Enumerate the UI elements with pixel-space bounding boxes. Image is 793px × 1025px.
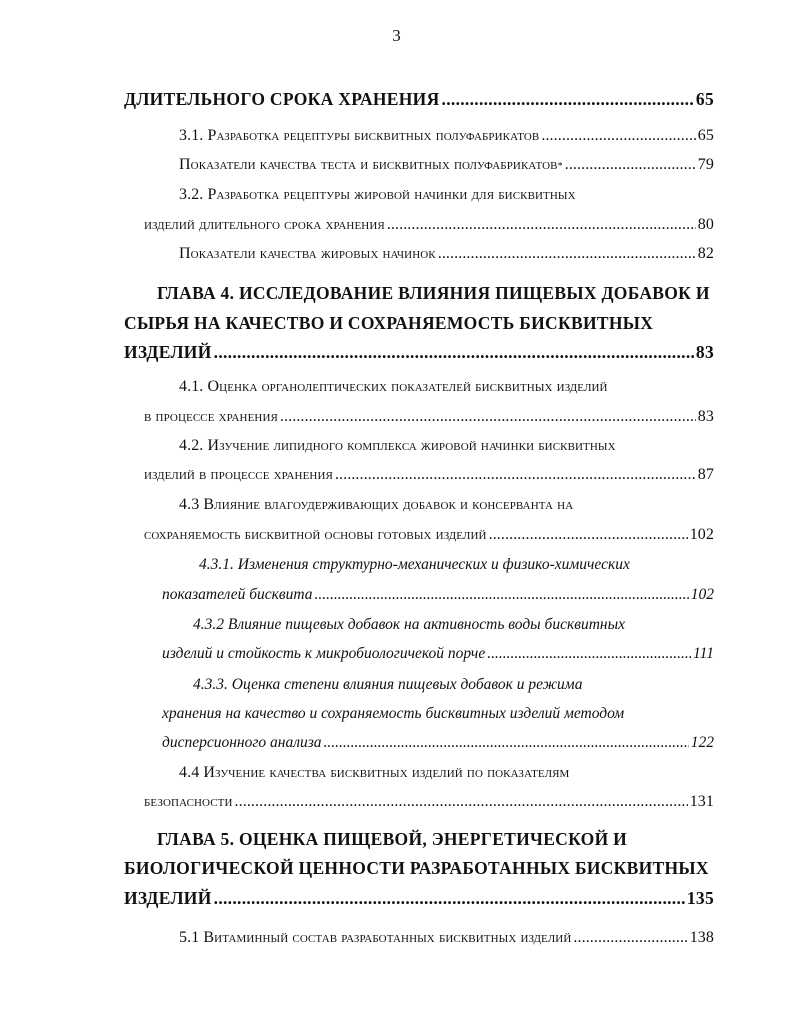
toc-entry-4-3-1-line2 <box>162 586 714 604</box>
entry-text: 4.3 Влияние влагоудерживающих добавок и консерванта на <box>179 496 574 513</box>
entry-page: 83 <box>697 408 714 425</box>
chapter-title: ИЗДЕЛИЙ <box>124 342 212 362</box>
leader-dots <box>541 127 695 145</box>
toc-entry-4-3-3-line2 <box>162 705 624 723</box>
entry-page: 83 <box>695 342 714 362</box>
toc-entry-5-1 <box>179 929 714 947</box>
toc-entry-4-3-line2 <box>144 526 714 544</box>
toc-entry-4-3-2-line1 <box>193 616 625 634</box>
entry-text: 3.2. Разработка рецептуры жировой начинки для бисквитных <box>179 186 576 203</box>
leader-dots <box>387 216 696 234</box>
entry-page: 65 <box>695 89 714 109</box>
leader-dots <box>438 245 696 263</box>
entry-page: 111 <box>693 645 714 662</box>
chapter-title: ГЛАВА 4. ИССЛЕДОВАНИЕ ВЛИЯНИЯ ПИЩЕВЫХ ДОБАВОК И <box>157 283 710 303</box>
toc-entry-3-2-line2 <box>144 216 714 234</box>
entry-text: сохраняемость бисквитной основы готовых изделий <box>144 526 487 543</box>
toc-entry-fat-filling-quality <box>179 245 714 263</box>
entry-text: 3.1. Разработка рецептуры бисквитных полуфабрикатов <box>179 127 540 144</box>
toc-entry-dough-quality <box>179 156 714 174</box>
entry-text: 4.4 Изучение качества бисквитных изделий по показателям <box>179 764 570 781</box>
entry-page: 122 <box>690 734 714 751</box>
entry-page: 131 <box>689 793 714 810</box>
page-number: 3 <box>392 26 401 45</box>
entry-page: 82 <box>697 245 714 262</box>
footnote-mark: * <box>557 161 563 172</box>
entry-text: показателей бисквита <box>162 586 313 603</box>
leader-dots <box>280 408 696 426</box>
leader-dots <box>489 526 688 544</box>
toc-entry-4-2-line2 <box>144 466 714 484</box>
entry-page: 102 <box>690 586 714 603</box>
entry-text: 4.3.2 Влияние пищевых добавок на активность воды бисквитных <box>193 616 625 633</box>
entry-text: безопасности <box>144 793 233 810</box>
leader-dots <box>235 793 688 811</box>
entry-text: 4.1. Оценка органолептических показателей бисквитных изделий <box>179 378 608 395</box>
toc-entry-3-2-line1 <box>179 186 576 204</box>
leader-dots <box>214 342 694 363</box>
chapter-title: ГЛАВА 5. ОЦЕНКА ПИЩЕВОЙ, ЭНЕРГЕТИЧЕСКОЙ И <box>157 829 628 849</box>
entry-text: в процессе хранения <box>144 408 278 425</box>
entry-text: изделий в процессе хранения <box>144 466 333 483</box>
entry-page: 80 <box>697 216 714 233</box>
leader-dots <box>487 645 691 663</box>
toc-entry-4-1-line2 <box>144 408 714 426</box>
chapter-5-line1 <box>157 829 627 850</box>
entry-text: 5.1 Витаминный состав разработанных бисквитных изделий <box>179 929 572 946</box>
toc-entry-4-4-line2 <box>144 793 714 811</box>
entry-text: 4.3.3. Оценка степени влияния пищевых добавок и режима <box>193 676 583 693</box>
toc-entry-4-1-line1 <box>179 378 608 396</box>
toc-entry-3-1 <box>179 127 714 145</box>
chapter-title: ИЗДЕЛИЙ <box>124 888 212 908</box>
entry-text: 4.3.1. Изменения структурно-механических и физико-химических <box>199 556 630 573</box>
leader-dots <box>214 888 685 909</box>
chapter-4-line1 <box>157 283 710 304</box>
toc-entry-4-4-line1 <box>179 764 569 782</box>
entry-page: 135 <box>686 888 714 908</box>
toc-entry-4-3-1-line1 <box>199 556 630 574</box>
toc-entry-storage <box>124 89 714 110</box>
entry-text: Показатели качества теста и бисквитных полуфабрикатов <box>179 156 558 173</box>
chapter-4-line3 <box>124 342 714 363</box>
entry-page: 138 <box>689 929 714 946</box>
entry-text: Показатели качества жировых начинок <box>179 245 436 262</box>
entry-text: 4.2. Изучение липидного комплекса жировой начинки бисквитных <box>179 437 616 454</box>
chapter-4-line2 <box>124 313 653 334</box>
leader-dots <box>324 734 689 752</box>
leader-dots <box>573 929 687 947</box>
toc-entry-4-3-2-line2 <box>162 645 714 663</box>
chapter-5-line2 <box>124 858 709 879</box>
chapter-title: БИОЛОГИЧЕСКОЙ ЦЕННОСТИ РАЗРАБОТАННЫХ БИСКВИТНЫХ <box>124 858 709 878</box>
leader-dots <box>315 586 689 604</box>
toc-entry-4-3-line1 <box>179 496 573 514</box>
entry-page: 102 <box>689 526 714 543</box>
leader-dots <box>442 89 694 110</box>
toc-entry-4-3-3-line3 <box>162 734 714 752</box>
entry-text: дисперсионного анализа <box>162 734 322 751</box>
entry-text: изделий и стойкость к микробиологичекой порче <box>162 645 486 662</box>
entry-page: 79 <box>697 156 714 173</box>
entry-text: хранения на качество и сохраняемость бисквитных изделий методом <box>162 705 625 722</box>
entry-text: ДЛИТЕЛЬНОГО СРОКА ХРАНЕНИЯ <box>124 89 440 109</box>
toc-entry-4-2-line1 <box>179 437 616 455</box>
entry-text: изделий длительного срока хранения <box>144 216 385 233</box>
leader-dots <box>335 466 696 484</box>
entry-page: 87 <box>697 466 714 483</box>
chapter-5-line3 <box>124 888 714 909</box>
toc-entry-4-3-3-line1 <box>193 676 582 694</box>
chapter-title: СЫРЬЯ НА КАЧЕСТВО И СОХРАНЯЕМОСТЬ БИСКВИТНЫХ <box>124 313 654 333</box>
entry-page: 65 <box>697 127 714 144</box>
leader-dots <box>565 156 696 174</box>
